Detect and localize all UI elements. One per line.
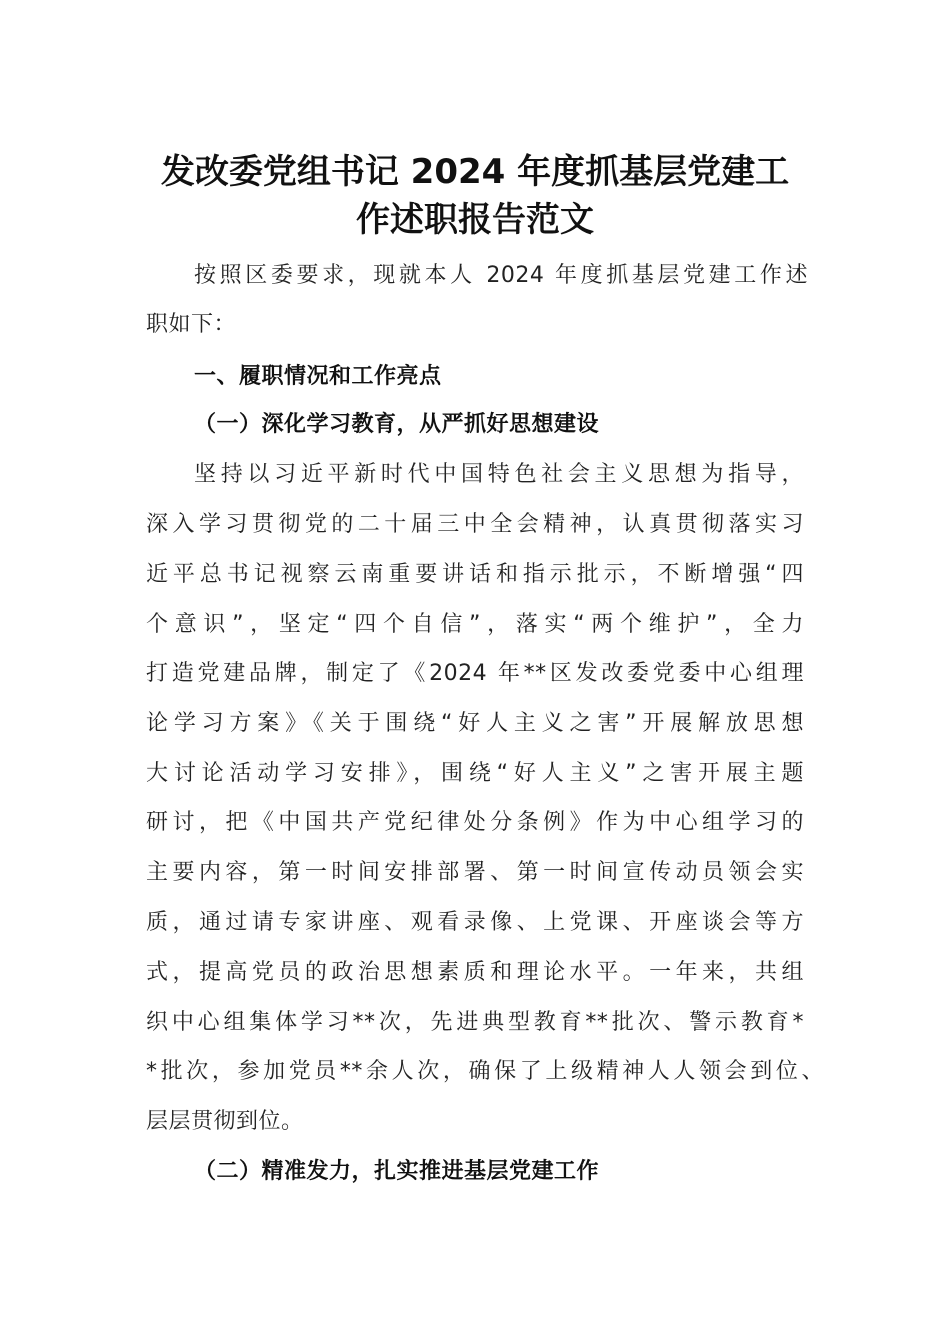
document-title-line-2: 作述职报告范文 — [356, 200, 594, 240]
paragraph-line-8: 研讨，把《中国共产党纪律处分条例》作为中心组学习的 — [146, 810, 804, 835]
paragraph-line-3: 近平总书记视察云南重要讲话和指示批示，不断增强“四 — [146, 562, 804, 587]
document-title-line-1: 发改委党组书记 2024 年度抓基层党建工 — [160, 152, 790, 192]
intro-line-1: 按照区委要求，现就本人 2024 年度抓基层党建工作述 — [194, 263, 808, 288]
paragraph-line-6: 论学习方案》《关于围绕“好人主义之害”开展解放思想 — [146, 711, 804, 736]
paragraph-line-10: 质，通过请专家讲座、观看录像、上党课、开座谈会等方 — [146, 910, 804, 935]
paragraph-line-9: 主要内容，第一时间安排部署、第一时间宣传动员领会实 — [146, 860, 804, 885]
intro-line-2: 职如下： — [146, 312, 237, 337]
paragraph-line-7: 大讨论活动学习安排》，围绕“好人主义”之害开展主题 — [146, 761, 804, 786]
paragraph-line-14: 层层贯彻到位。 — [146, 1109, 304, 1134]
paragraph-line-4: 个意识”，坚定“四个自信”，落实“两个维护”，全力 — [146, 612, 804, 637]
paragraph-line-13: *批次，参加党员**余人次，确保了上级精神人人领会到位、 — [146, 1059, 824, 1084]
paragraph-line-1: 坚持以习近平新时代中国特色社会主义思想为指导， — [194, 462, 804, 487]
subsection-1-heading: （一）深化学习教育，从严抓好思想建设 — [194, 412, 600, 437]
section-1-heading: 一、履职情况和工作亮点 — [194, 364, 442, 389]
paragraph-line-2: 深入学习贯彻党的二十届三中全会精神，认真贯彻落实习 — [146, 512, 804, 537]
subsection-2-heading: （二）精准发力，扎实推进基层党建工作 — [194, 1159, 600, 1184]
paragraph-line-12: 织中心组集体学习**次，先进典型教育**批次、警示教育* — [146, 1010, 804, 1035]
paragraph-line-11: 式，提高党员的政治思想素质和理论水平。一年来，共组 — [146, 960, 804, 985]
paragraph-line-5: 打造党建品牌，制定了《2024 年**区发改委党委中心组理 — [146, 661, 804, 686]
